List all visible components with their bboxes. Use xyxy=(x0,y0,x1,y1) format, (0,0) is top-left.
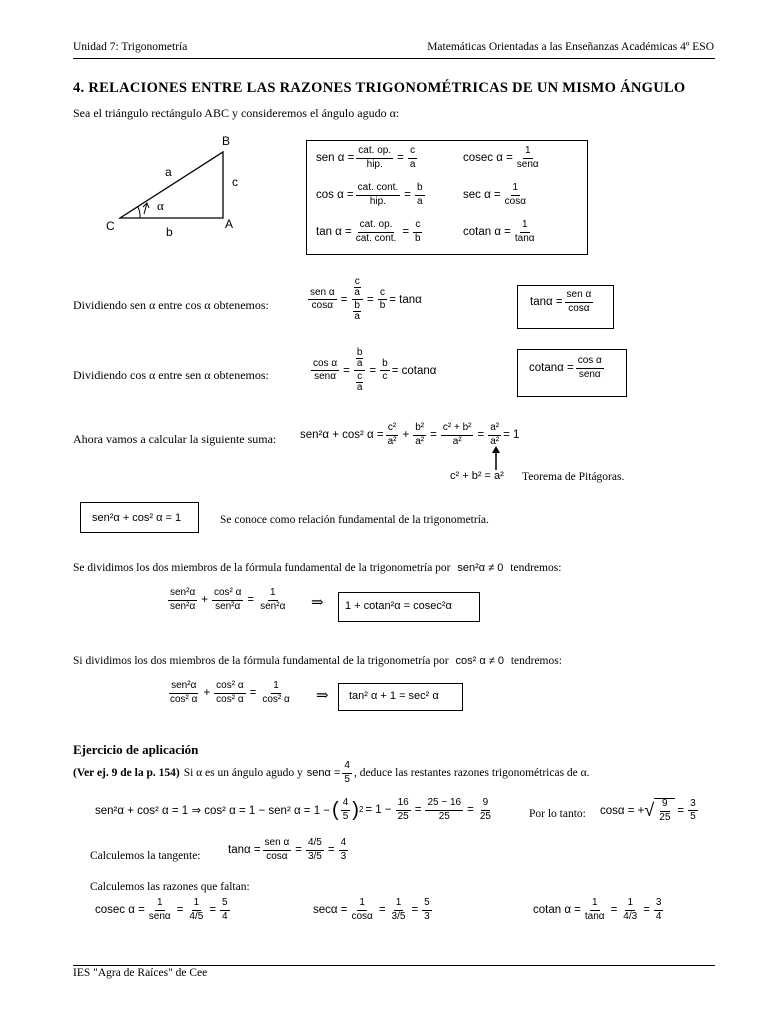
def-sen: sen α = $\frac{\text{cat. op.}}{\text{hip.}}$ = $\frac{c}{a}$ xyxy=(316,145,416,170)
side-c: c xyxy=(232,175,238,189)
pythagoras-label: Teorema de Pitágoras. xyxy=(522,471,625,483)
def-sec: sec α = $\frac{1}{\cos\alpha}$ xyxy=(463,182,526,207)
tan-calc: tanα = $\frac{\text{sen α}}{\cos\alpha}$ = $\frac{4/5}{3/5}$ = $\frac{4}{3}$ xyxy=(228,837,347,862)
footer-rule xyxy=(73,965,715,966)
implies-arrow-1: ⇒ xyxy=(311,595,324,611)
side-b: b xyxy=(166,225,173,239)
intro-text: Sea el triángulo rectángulo ABC y consideremos el ángulo agudo α: xyxy=(73,106,400,120)
sec-calc: secα = $\frac{1}{\cos\alpha}$ = $\frac{1}{3/5}$ = $\frac{5}{3}$ xyxy=(313,897,430,922)
div-cos-text: Si dividimos los dos miembros de la fórmula fundamental de la trigonometría por cos² α ≠ 0 tendremos: xyxy=(73,655,562,667)
angle-arc xyxy=(138,207,140,218)
cosec-calc: cosec α = $\frac{1}{\text{senα}}$ = $\frac{1}{4/5}$ = $\frac{5}{4}$ xyxy=(95,897,228,922)
div-sen-eq: $\frac{\text{sen²α}}{\text{sen²α}}$ + $\frac{\text{cos² α}}{\text{sen²α}}$ = $\frac{1}{\text{sen²α}}$ xyxy=(170,587,286,612)
fundamental-eq: sen²α + cos² α = 1 xyxy=(92,512,182,524)
tan-heading: Calculemos la tangente: xyxy=(90,850,201,862)
up-arrow-icon xyxy=(491,446,501,471)
pythagoras-eq: c² + b² = a² xyxy=(450,470,504,482)
footer-text: IES "Agra de Raíces" de Cee xyxy=(73,967,208,979)
div1-eq: $\frac{\text{sen α}}{\cos\alpha}$ = $\frac{\frac{c}{a}}{\frac{b}{a}}$ = $\frac{c}{b}$ = tanα xyxy=(310,276,422,322)
cos-result: cosα = + √ $\frac{9}{25}$ = $\frac{3}{5}$ xyxy=(600,797,696,823)
angle-alpha: α xyxy=(157,198,164,213)
tan-box-eq: tanα = $\frac{\text{sen α}}{\cos\alpha}$ xyxy=(530,289,592,314)
cotan-identity-eq: 1 + cotan²α = cosec²α xyxy=(345,600,452,612)
def-cotan: cotan α = $\frac{1}{\tan\alpha}$ xyxy=(463,219,535,244)
def-cosec: cosec α = $\frac{1}{\text{senα}}$ xyxy=(463,145,539,170)
def-tan: tan α = $\frac{\text{cat. op.}}{\text{cat. cont.}}$ = $\frac{c}{b}$ xyxy=(316,219,421,244)
por-lo-tanto: Por lo tanto: xyxy=(529,808,586,820)
cotan-calc: cotan α = $\frac{1}{\tan\alpha}$ = $\frac{1}{4/3}$ = $\frac{3}{4}$ xyxy=(533,897,662,922)
tan-identity-eq: tan² α + 1 = sec² α xyxy=(349,690,439,702)
exercise-statement: (Ver ej. 9 de la p. 154) Si α es un ángulo agudo y senα = $\frac{4}{5}$ , deduce las restantes razones trigonométricas de α. xyxy=(73,760,590,785)
fundamental-note: Se conoce como relación fundamental de la trigonometría. xyxy=(220,514,489,526)
cotan-box-eq: cotanα = $\frac{\text{cos α}}{\text{senα}}$ xyxy=(529,355,602,380)
triangle-shape xyxy=(120,152,223,218)
exercise-title: Ejercicio de aplicación xyxy=(73,742,199,757)
implies-arrow-2: ⇒ xyxy=(316,688,329,704)
vertex-a: A xyxy=(225,217,234,231)
remaining-heading: Calculemos las razones que faltan: xyxy=(90,881,250,893)
vertex-c: C xyxy=(106,219,115,233)
section-title: 4. RELACIONES ENTRE LAS RAZONES TRIGONOMÉTRICAS DE UN MISMO ÁNGULO xyxy=(73,80,686,96)
header-left: Unidad 7: Trigonometría xyxy=(73,41,188,53)
def-cos: cos α = $\frac{\text{cat. cont.}}{\text{hip.}}$ = $\frac{b}{a}$ xyxy=(316,182,423,207)
exercise-cos-derivation: sen²α + cos² α = 1 ⇒ cos² α = 1 − sen² α = 1 − ( $\frac{4}{5}$ ) 2 = 1 − $\frac{16}{25}$ = $\frac{25 - 16}{25}$ = $\frac{9}{25}$ xyxy=(95,797,491,822)
side-a: a xyxy=(165,165,172,179)
sum-eq: sen²α + cos² α = $\frac{\text{c²}}{\text{a²}}$ + $\frac{\text{b²}}{\text{a²}}$ = $\frac{\text{c² + b²}}{\text{a²}}$ = $\frac{\text{a²}}{\text{a²}}$ = 1 xyxy=(300,422,520,447)
header-right: Matemáticas Orientadas a las Enseñanzas Académicas 4º ESO xyxy=(427,41,714,53)
vertex-b: B xyxy=(222,134,231,148)
div1-text: Dividiendo sen α entre cos α obtenemos: xyxy=(73,298,269,312)
div2-text: Dividiendo cos α entre sen α obtenemos: xyxy=(73,368,269,382)
sum-text: Ahora vamos a calcular la siguiente suma: xyxy=(73,432,277,446)
div-sen-text: Se dividimos los dos miembros de la fórmula fundamental de la trigonometría por sen²α ≠ 0 tendremos: xyxy=(73,562,562,574)
header-rule xyxy=(73,58,715,59)
div-cos-eq: $\frac{\text{sen²α}}{\text{cos² α}}$ + $\frac{\text{cos² α}}{\text{cos² α}}$ = $\frac{1}{\text{cos² α}}$ xyxy=(170,680,290,705)
div2-eq: $\frac{\text{cos α}}{\text{senα}}$ = $\frac{\frac{b}{a}}{\frac{c}{a}}$ = $\frac{b}{c}$ = cotanα xyxy=(313,347,437,393)
